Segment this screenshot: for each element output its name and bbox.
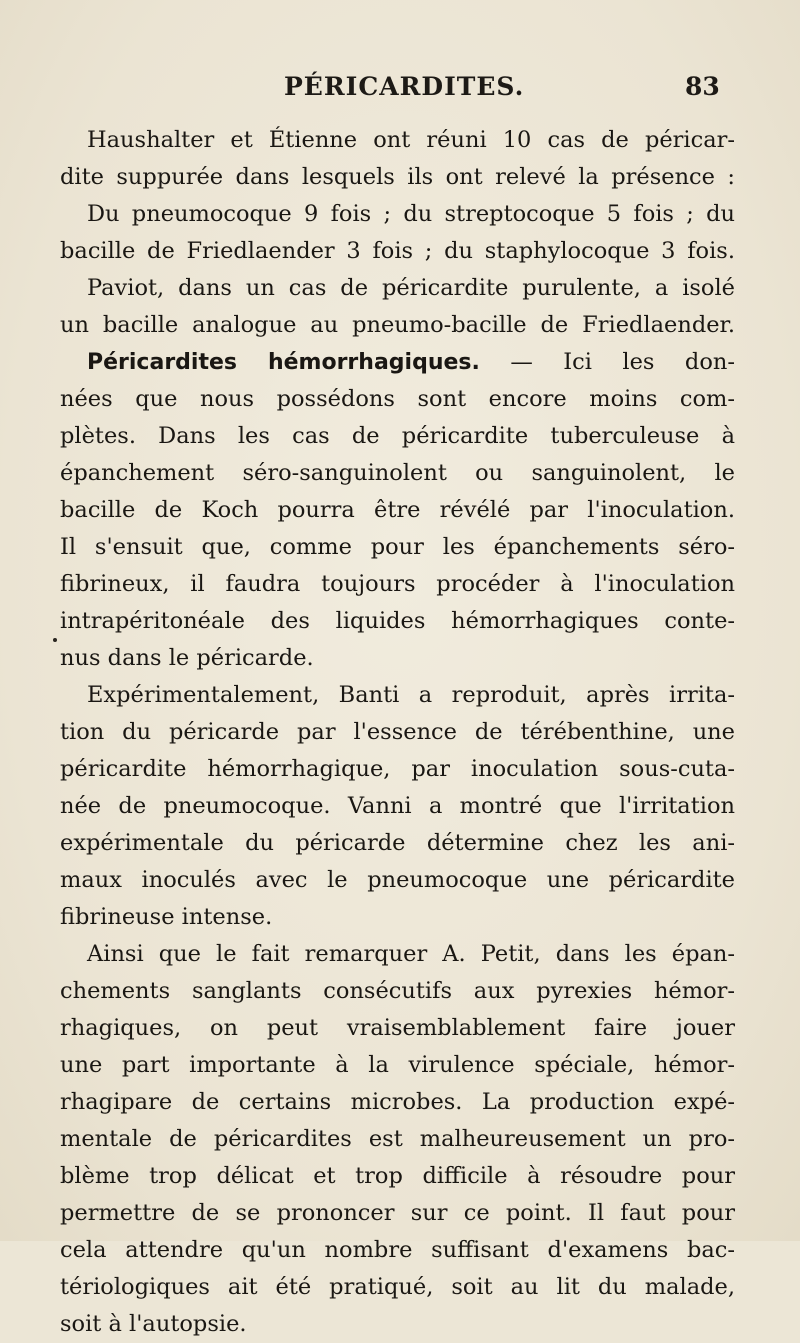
text-line: mentale de péricardites est malheureusement un pro- <box>60 1126 735 1152</box>
page-number: 83 <box>685 72 720 101</box>
text-line: expérimentale du péricarde détermine chez les ani- <box>60 830 735 856</box>
text-line: dite suppurée dans lesquels ils ont relevé la présence : <box>60 164 735 190</box>
section-heading-line <box>60 344 735 381</box>
text-line: fibrineux, il faudra toujours procéder à l'inoculation <box>60 571 735 597</box>
text-line: plètes. Dans les cas de péricardite tuberculeuse à <box>60 423 735 449</box>
text-line: maux inoculés avec le pneumocoque une péricardite <box>60 867 735 893</box>
text-line: une part importante à la virulence spéciale, hémor- <box>60 1052 735 1078</box>
text-line: Il s'ensuit que, comme pour les épanchements séro- <box>60 534 735 560</box>
text-line: blème trop délicat et trop difficile à résoudre pour <box>60 1163 735 1189</box>
text-line: péricardite hémorrhagique, par inoculation sous-cuta- <box>60 756 735 782</box>
text-line: un bacille analogue au pneumo-bacille de Friedlaender. <box>60 312 735 338</box>
text-line: cela attendre qu'un nombre suffisant d'examens bac- <box>60 1237 735 1263</box>
text-line: tériologiques ait été pratiqué, soit au lit du malade, <box>60 1274 735 1300</box>
text-line: née de pneumocoque. Vanni a montré que l'irritation <box>60 793 735 819</box>
text-line: rhagiques, on peut vraisemblablement faire jouer <box>60 1015 735 1041</box>
text-line: intrapéritonéale des liquides hémorrhagiques conte- <box>60 608 735 634</box>
text-line: Expérimentalement, Banti a reproduit, après irrita- <box>87 682 735 708</box>
page-header <box>0 72 800 112</box>
text-line: soit à l'autopsie. <box>60 1311 247 1337</box>
text-line: tion du péricarde par l'essence de térébenthine, une <box>60 719 735 745</box>
text-line: nées que nous possédons sont encore moins com- <box>60 386 735 412</box>
text-line: épanchement séro-sanguinolent ou sanguinolent, le <box>60 460 735 486</box>
text-line: bacille de Koch pourra être révélé par l'inoculation. <box>60 497 735 523</box>
text-line: Ainsi que le fait remarquer A. Petit, dans les épan- <box>87 941 735 967</box>
body-text <box>60 122 735 1343</box>
running-title: PÉRICARDITES. <box>284 72 525 101</box>
section-heading: Péricardites hémorrhagiques. <box>87 350 480 375</box>
text-line: bacille de Friedlaender 3 fois ; du staphylocoque 3 fois. <box>60 238 735 264</box>
heading-line-rest: — Ici les don- <box>479 349 735 375</box>
text-line: Paviot, dans un cas de péricardite purulente, a isolé <box>87 275 735 301</box>
text-line: permettre de se prononcer sur ce point. Il faut pour <box>60 1200 735 1226</box>
print-speck <box>53 638 57 642</box>
text-line: chements sanglants consécutifs aux pyrexies hémor- <box>60 978 735 1004</box>
text-line: Haushalter et Étienne ont réuni 10 cas de péricar- <box>87 127 735 153</box>
text-line: rhagipare de certains microbes. La production expé- <box>60 1089 735 1115</box>
text-line: fibrineuse intense. <box>60 904 273 930</box>
text-line: Du pneumocoque 9 fois ; du streptocoque 5 fois ; du <box>87 201 735 227</box>
text-line: nus dans le péricarde. <box>60 645 314 671</box>
